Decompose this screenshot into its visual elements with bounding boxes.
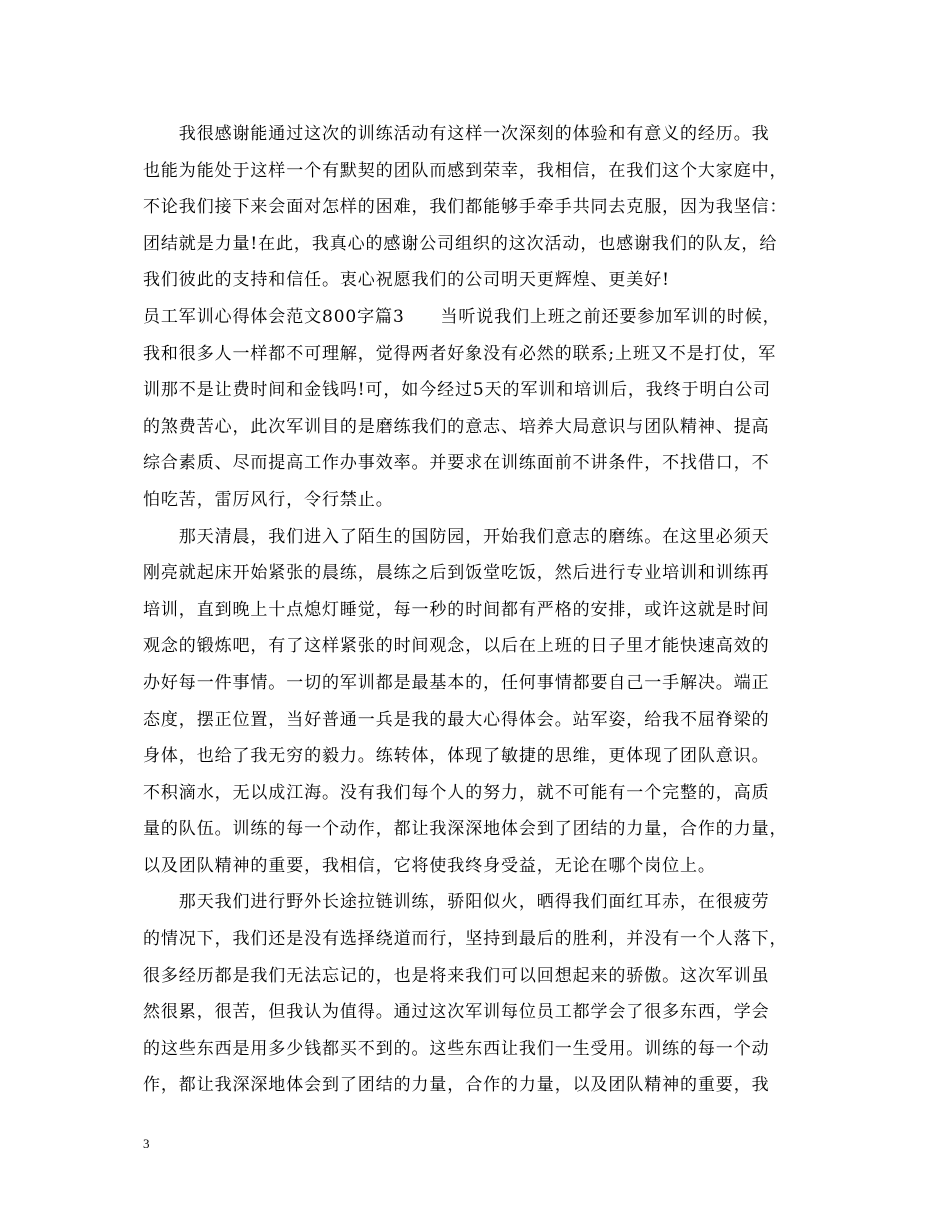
- text-line: 很多经历都是我们无法忘记的，也是将来我们可以回想起来的骄傲。这次军训虽: [143, 965, 770, 986]
- text-line: 训那不是让费时间和金钱吗!可，如今经过5天的军训和培训后，我终于明白公司: [143, 380, 772, 401]
- document-body: [143, 116, 823, 1104]
- text-line: 综合素质、尽而提高工作办事效率。并要求在训练面前不讲条件，不找借口，不: [143, 453, 770, 474]
- text-line: 我们彼此的支持和信任。衷心祝愿我们的公司明天更辉煌、更美好!: [143, 270, 670, 291]
- text-line: 的这些东西是用多少钱都买不到的。这些东西让我们一生受用。训练的每一个动: [143, 1038, 770, 1059]
- text-line: 怕吃苦，雷厉风行，令行禁止。: [143, 489, 394, 510]
- text-line: 刚亮就起床开始紧张的晨练，晨练之后到饭堂吃饭，然后进行专业培训和训练再: [143, 563, 770, 584]
- text-line: 那天我们进行野外长途拉链训练，骄阳似火，晒得我们面红耳赤，在很疲劳: [143, 892, 770, 913]
- text-line: 以及团队精神的重要，我相信，它将使我终身受益，无论在哪个岗位上。: [143, 855, 716, 876]
- text-line: 我很感谢能通过这次的训练活动有这样一次深刻的体验和有意义的经历。我: [143, 124, 770, 144]
- text-line: 员工军训心得体会范文800字篇3 当听说我们上班之前还要参加军训的时候，: [143, 306, 781, 327]
- text-line: 的煞费苦心，此次军训目的是磨练我们的意志、培养大局意识与团队精神、提高: [143, 416, 770, 437]
- text-line: 作，都让我深深地体会到了团结的力量，合作的力量，以及团队精神的重要，我: [143, 1075, 770, 1096]
- text-line: 量的队伍。训练的每一个动作，都让我深深地体会到了团结的力量，合作的力量，: [143, 819, 788, 840]
- text-line: 培训，直到晚上十点熄灯睡觉，每一秒的时间都有严格的安排，或许这就是时间: [143, 599, 770, 620]
- text-line: 的情况下，我们还是没有选择绕道而行，坚持到最后的胜利，并没有一个人落下，: [143, 929, 788, 950]
- text-line: 团结就是力量!在此，我真心的感谢公司组织的这次活动，也感谢我们的队友，给: [143, 233, 778, 254]
- text-line: 不积滴水，无以成江海。没有我们每个人的努力，就不可能有一个完整的，高质: [143, 782, 770, 803]
- page-number: 3: [143, 1136, 150, 1151]
- text-line: 不论我们接下来会面对怎样的困难，我们都能够手牵手共同去克服，因为我坚信：: [143, 197, 788, 218]
- text-line: 然很累，很苦，但我认为值得。通过这次军训每位员工都学会了很多东西，学会: [143, 1002, 770, 1023]
- text-line: 办好每一件事情。一切的军训都是最基本的，任何事情都要自己一手解决。端正: [143, 672, 770, 693]
- text-line: 身体，也给了我无穷的毅力。练转体，体现了敏捷的思维，更体现了团队意识。: [143, 746, 770, 767]
- text-line: 也能为能处于这样一个有默契的团队而感到荣幸，我相信，在我们这个大家庭中，: [143, 160, 788, 181]
- text-line: 态度，摆正位置，当好普通一兵是我的最大心得体会。站军姿，给我不屈脊梁的: [143, 709, 770, 730]
- text-line: 我和很多人一样都不可理解，觉得两者好象没有必然的联系;上班又不是打仗，军: [143, 343, 777, 364]
- text-line: 那天清晨，我们进入了陌生的国防园，开始我们意志的磨练。在这里必须天: [143, 526, 770, 547]
- text-line: 观念的锻炼吧，有了这样紧张的时间观念，以后在上班的日子里才能快速高效的: [143, 636, 770, 657]
